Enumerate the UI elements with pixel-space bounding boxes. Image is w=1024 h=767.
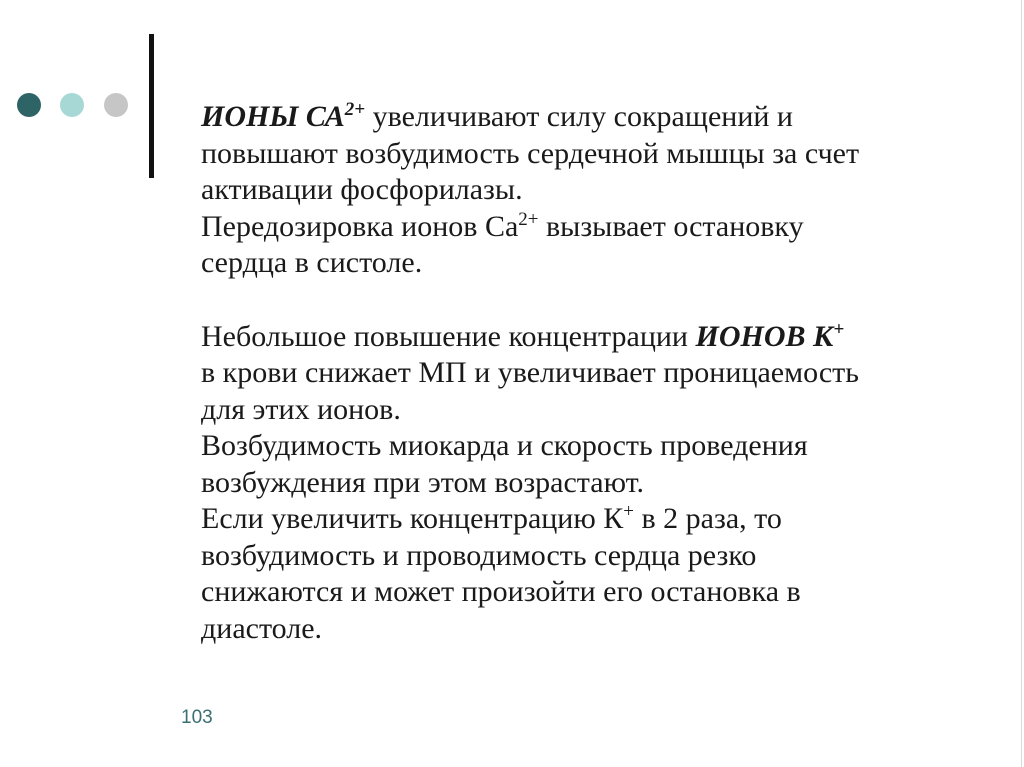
page-number: 103 <box>181 707 213 728</box>
decorative-dot-light <box>60 93 84 117</box>
text-line: ИОНЫ $СА^{2+}$ увеличивают силу сокращений и <box>201 99 793 133</box>
text-line: возбудимость и проводимость сердца резко <box>201 538 757 572</box>
text-line: для этих ионов. <box>201 392 401 426</box>
text-line: возбуждения при этом возрастают. <box>201 465 644 499</box>
decorative-dot-dark <box>17 93 41 117</box>
text-line: активации фосфорилазы. <box>201 173 523 206</box>
slide-body-text <box>201 99 991 647</box>
ca-ions-heading: ИОНЫ $СА^{2+}$ <box>201 99 366 133</box>
title-divider-bar <box>149 34 154 178</box>
text-line: Передозировка ионов $Са^{2+}$ вызывает остановку <box>201 208 804 243</box>
decorative-dot-gray <box>104 93 128 117</box>
text-line: Возбудимость миокарда и скорость проведения <box>201 429 808 462</box>
text-line: повышают возбудимость сердечной мышцы за счет <box>201 136 860 170</box>
text-line: диастоле. <box>201 611 323 645</box>
k-ions-heading: ИОНОВ К+ <box>695 318 845 353</box>
text-line: в крови снижает МП и увеличивает проницаемость <box>201 356 859 389</box>
text-line: Небольшое повышение концентрации ИОНОВ К+ <box>201 318 845 353</box>
text-line: Если увеличить концентрацию К+ в 2 раза, то <box>201 501 782 535</box>
text-line: снижаются и может произойти его остановка в <box>201 575 801 608</box>
paragraph-gap <box>201 282 991 319</box>
text-line: сердца в систоле. <box>201 246 423 279</box>
